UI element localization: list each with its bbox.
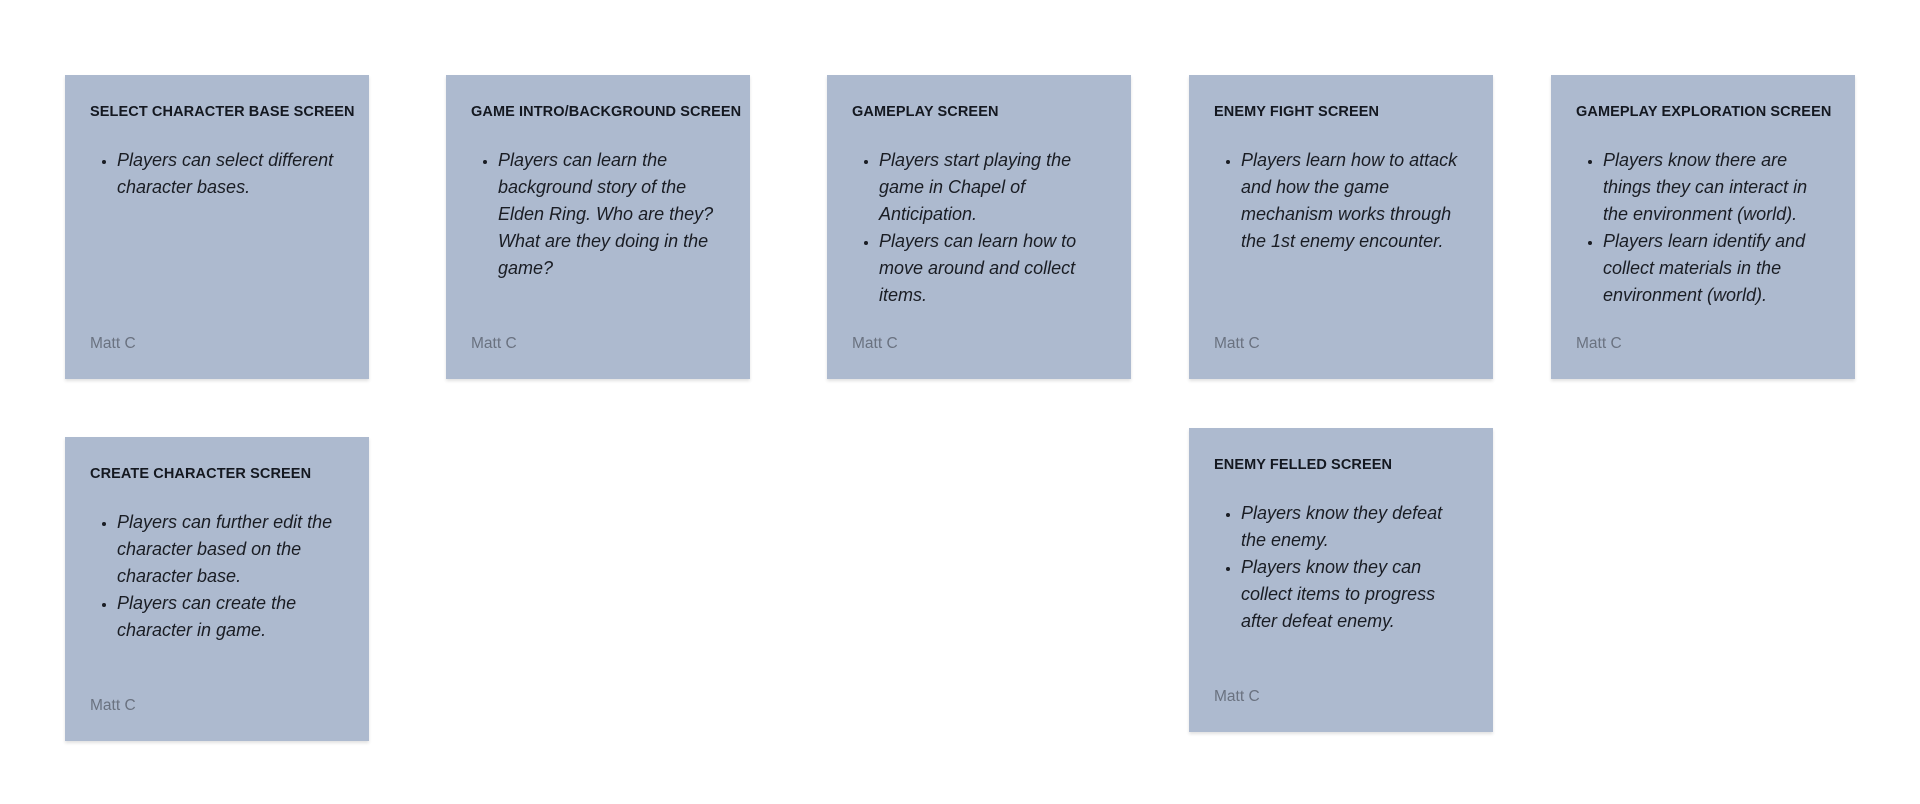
sticky-note-author: Matt C xyxy=(1576,335,1622,352)
sticky-note-bullet: • Players can learn the background story of the Elden Ring. Who are they? What are they doing in the game? xyxy=(498,147,725,282)
sticky-note-author: Matt C xyxy=(1214,335,1260,352)
sticky-note-bullets xyxy=(852,147,1106,309)
sticky-note-enemy-fight[interactable] xyxy=(1189,75,1493,379)
sticky-note-title: CREATE CHARACTER SCREEN xyxy=(90,466,312,482)
sticky-note-title: GAME INTRO/BACKGROUND SCREEN xyxy=(471,104,742,120)
sticky-note-author: Matt C xyxy=(1214,688,1260,705)
sticky-note-game-intro[interactable] xyxy=(446,75,750,379)
sticky-note-gameplay-exploration[interactable] xyxy=(1551,75,1855,379)
sticky-note-title: SELECT CHARACTER BASE SCREEN xyxy=(90,104,355,120)
sticky-note-title: ENEMY FELLED SCREEN xyxy=(1214,457,1393,473)
sticky-note-gameplay[interactable] xyxy=(827,75,1131,379)
sticky-note-bullet: • Players know there are things they can interact in the environment (world). xyxy=(1603,147,1830,228)
sticky-note-bullet: • Players can select different character bases. xyxy=(117,147,344,201)
sticky-note-bullets xyxy=(471,147,725,282)
sticky-note-bullet: • Players know they defeat the enemy. xyxy=(1241,500,1468,554)
sticky-note-bullets xyxy=(90,147,344,201)
sticky-note-bullet: • Players can further edit the character based on the character base. xyxy=(117,509,344,590)
sticky-note-title: GAMEPLAY EXPLORATION SCREEN xyxy=(1576,104,1832,120)
sticky-note-author: Matt C xyxy=(90,335,136,352)
sticky-note-enemy-felled[interactable] xyxy=(1189,428,1493,732)
sticky-note-bullets xyxy=(90,509,344,644)
sticky-note-author: Matt C xyxy=(852,335,898,352)
sticky-note-bullets xyxy=(1214,147,1468,255)
sticky-note-bullets xyxy=(1576,147,1830,309)
sticky-note-bullets xyxy=(1214,500,1468,635)
sticky-note-select-character-base[interactable] xyxy=(65,75,369,379)
sticky-note-bullet: • Players start playing the game in Chapel of Anticipation. xyxy=(879,147,1106,228)
sticky-note-bullet: • Players can create the character in game. xyxy=(117,590,344,644)
sticky-note-bullet: • Players learn identify and collect materials in the environment (world). xyxy=(1603,228,1830,309)
sticky-note-title: ENEMY FIGHT SCREEN xyxy=(1214,104,1380,120)
sticky-note-title: GAMEPLAY SCREEN xyxy=(852,104,999,120)
sticky-note-author: Matt C xyxy=(90,697,136,714)
sticky-note-create-character[interactable] xyxy=(65,437,369,741)
sticky-note-bullet: • Players learn how to attack and how the game mechanism works through the 1st enemy encounter. xyxy=(1241,147,1468,255)
sticky-note-bullet: • Players can learn how to move around and collect items. xyxy=(879,228,1106,309)
sticky-note-bullet: • Players know they can collect items to progress after defeat enemy. xyxy=(1241,554,1468,635)
sticky-note-author: Matt C xyxy=(471,335,517,352)
